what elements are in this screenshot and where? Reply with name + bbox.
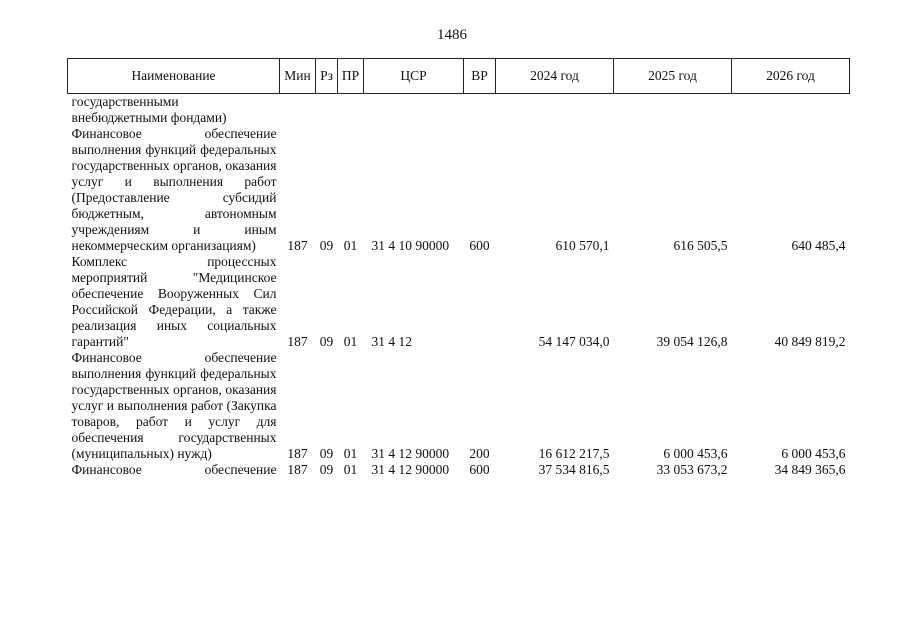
row-2024: 54 147 034,0 [538,334,610,349]
row-csr: 31 4 12 90000 [371,446,450,461]
budget-table [67,58,850,478]
row-2024: 37 534 816,5 [538,462,610,477]
header-name: Наименование [68,59,280,94]
row-pr: 01 [343,446,358,461]
row-csr: 31 4 12 [371,334,412,349]
row-name: Комплекс процессных мероприятий "Медицинское обеспечение Вооруженных Сил Российской Федерации, а также реализация иных социальных гарантий" [71,254,277,349]
table-header [68,59,850,94]
row-min: 187 [287,462,308,477]
row-rz: 09 [319,446,334,461]
row-2025: 33 053 673,2 [656,462,728,477]
row-name: Финансовое обеспечение выполнения функций федеральных государственных органов, оказания услуг и выполнения работ (Закупка товаров, работ и услуг для обеспечения государственных (муниципальных) нужд) [71,350,277,461]
header-min: Мин [280,59,316,94]
table-row [68,350,850,462]
row-2025: 616 505,5 [673,238,728,253]
header-pr: ПР [338,59,364,94]
row-2026: 40 849 819,2 [774,334,846,349]
header-vr: ВР [464,59,496,94]
header-rz: Рз [316,59,338,94]
row-csr [364,94,464,127]
row-vr: 200 [469,446,490,461]
row-rz: 09 [319,462,334,477]
row-2025: 6 000 453,6 [663,446,728,461]
row-vr: 600 [469,238,490,253]
row-2026: 6 000 453,6 [781,446,846,461]
header-csr: ЦСР [364,59,464,94]
row-2024 [496,94,614,127]
row-2024: 16 612 217,5 [538,446,610,461]
row-rz: 09 [319,334,334,349]
row-2026 [732,94,850,127]
row-2025 [614,94,732,127]
row-2025: 39 054 126,8 [656,334,728,349]
table-row [68,254,850,350]
row-2024: 610 570,1 [555,238,610,253]
row-name: государственными внебюджетными фондами) [71,94,227,125]
header-2024: 2024 год [496,59,614,94]
row-min: 187 [287,238,308,253]
row-2026: 34 849 365,6 [774,462,846,477]
header-2025: 2025 год [614,59,732,94]
row-pr: 01 [343,334,358,349]
table-row [68,126,850,254]
row-vr [464,94,496,127]
row-name: Финансовое обеспечение [71,462,277,477]
row-min: 187 [287,446,308,461]
row-2026: 640 485,4 [791,238,846,253]
header-2026: 2026 год [732,59,850,94]
row-csr: 31 4 10 90000 [371,238,450,253]
row-rz [316,94,338,127]
row-name: Финансовое обеспечение выполнения функций федеральных государственных органов, оказания услуг и выполнения работ (Предоставление субсидий бюджетным, автономным учреждениям и иным некоммерческим организациям) [71,126,277,253]
table-row [68,462,850,478]
row-vr [464,254,496,350]
row-pr [338,94,364,127]
row-vr: 600 [469,462,490,477]
row-min [280,94,316,127]
row-min: 187 [287,334,308,349]
row-pr: 01 [343,462,358,477]
table-row [68,94,850,127]
row-rz: 09 [319,238,334,253]
page-number: 1486 [437,27,467,43]
row-csr: 31 4 12 90000 [371,462,450,477]
row-pr: 01 [343,238,358,253]
